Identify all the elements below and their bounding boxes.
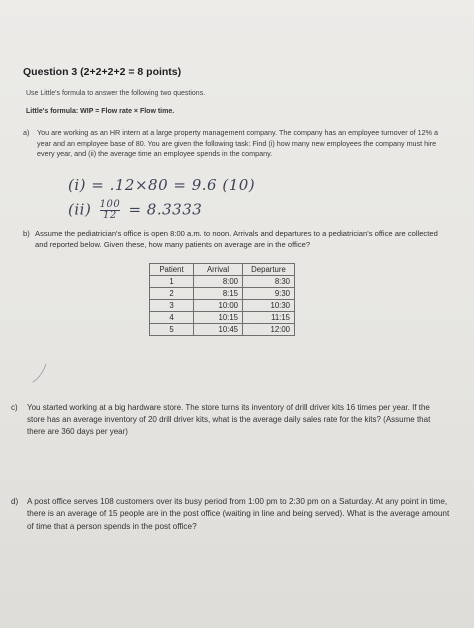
part-d-label: d): [11, 497, 19, 506]
handwritten-answer-i: (i) = .12×80 = 9.6 (10): [68, 176, 256, 194]
part-b-label: b): [23, 229, 30, 238]
patient-table: [149, 263, 295, 336]
cell-departure: 9:30: [243, 288, 295, 300]
table-row: [150, 276, 295, 288]
part-d-text: A post office serves 108 customers over its busy period from 1:00 pm to 2:30 pm on a Saturday. At any point in time, there is an average of 15 people are in the post office (waiting in line and being served). What is the average amount of time that a person spends in the post office?: [27, 497, 450, 531]
handwritten-answer-ii: [68, 200, 202, 221]
cell-arrival: 8:15: [194, 288, 243, 300]
header-arrival: Arrival: [194, 264, 243, 276]
fraction-denominator: 12: [103, 210, 117, 221]
table-row: [150, 288, 295, 300]
cell-patient: 4: [150, 312, 194, 324]
table-row: [150, 300, 295, 312]
handwritten-answer-ii-prefix: (ii): [68, 200, 92, 219]
table-row: [150, 324, 295, 336]
part-c-text: You started working at a big hardware store. The store turns its inventory of drill driver kits 16 times per year. If the store has an average inventory of 20 drill driver kits, what is the average daily sales rate for the kits? (Assume that there are 360 days per year): [27, 403, 431, 436]
part-a-text: You are working as an HR intern at a large property management company. The company has an employee turnover of 12% a year and an employee base of 80. You are given the following task: Find (i) how many new employees the company must hire every year, and (ii) the average time an employee spends in the company.: [37, 128, 438, 159]
littles-formula: Little's formula: WIP = Flow rate × Flow time.: [26, 108, 175, 115]
fraction-numerator: 100: [99, 199, 121, 210]
table-row: [150, 312, 295, 324]
handwritten-fraction: [100, 200, 121, 221]
cell-patient: 3: [150, 300, 194, 312]
part-c-label: c): [11, 403, 18, 412]
cell-patient: 1: [150, 276, 194, 288]
header-patient: Patient: [150, 264, 194, 276]
pencil-mark: [30, 362, 50, 386]
question-intro: Use Little's formula to answer the following two questions.: [26, 90, 206, 97]
cell-patient: 2: [150, 288, 194, 300]
cell-patient: 5: [150, 324, 194, 336]
cell-departure: 11:15: [243, 312, 295, 324]
cell-departure: 12:00: [243, 324, 295, 336]
table-header-row: [150, 264, 295, 276]
cell-arrival: 10:00: [194, 300, 243, 312]
cell-departure: 10:30: [243, 300, 295, 312]
cell-departure: 8:30: [243, 276, 295, 288]
cell-arrival: 10:15: [194, 312, 243, 324]
cell-arrival: 8:00: [194, 276, 243, 288]
part-b-text: Assume the pediatrician's office is open 8:00 a.m. to noon. Arrivals and departures to a pediatrician's office are collected and reported below. Given these, how many patients on average are in the office?: [35, 229, 438, 249]
handwritten-answer-ii-result: = 8.3333: [128, 200, 203, 219]
header-departure: Departure: [243, 264, 295, 276]
cell-arrival: 10:45: [194, 324, 243, 336]
question-title: Question 3 (2+2+2+2 = 8 points): [23, 66, 182, 78]
part-a-label: a): [23, 128, 30, 137]
